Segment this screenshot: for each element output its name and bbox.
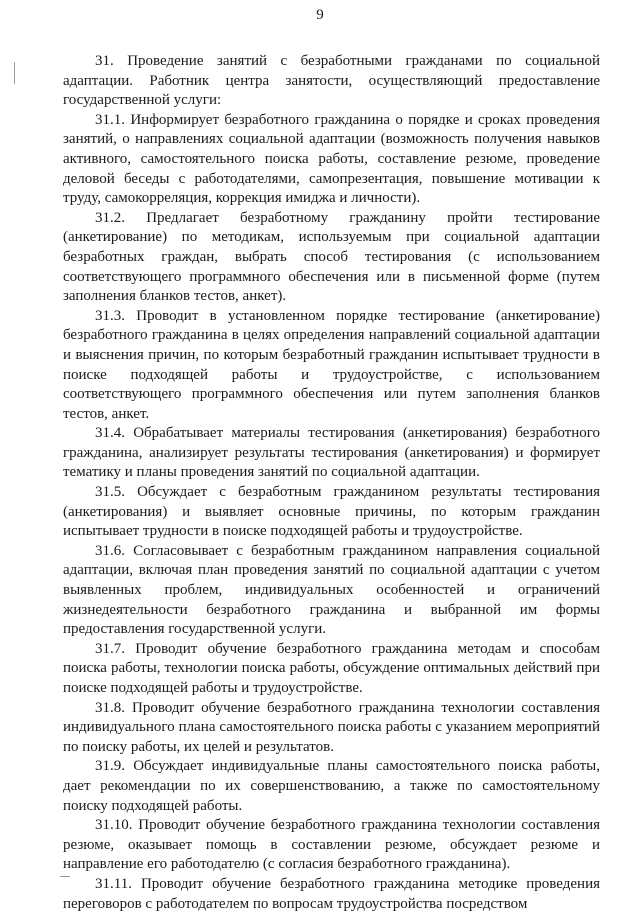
page-number: 9 [316, 7, 324, 23]
paragraph-31-2: 31.2. Предлагает безработному гражданину пройти тестирование (анкетирование) по методикам, используемым при социальной адаптации безработных граждан, выбрать способ тестирования (с использованием соответствующего программного обеспечения или в письменной форме (путем заполнения бланков тестов, анкет). [63, 209, 600, 305]
paragraph-31-6: 31.6. Согласовывает с безработным гражданином направления социальной адаптации, включая план проведения занятий по социальной адаптации с учетом выявленных проблем, индивидуальных особенностей и ограничений жизнедеятельности безработного гражданина и выбранной им формы предоставления государственной услуги. [63, 542, 600, 638]
paragraph-31-1: 31.1. Информирует безработного гражданина о порядке и сроках проведения занятий, о направлениях социальной адаптации (возможность получения навыков активного, самостоятельного поиска работы, составление резюме, проведение деловой беседы с работодателями, самопрезентация, повышение мотивации к труду, самокорреляция, коррекция имиджа и личности). [63, 111, 600, 207]
paragraph-31-3: 31.3. Проводит в установленном порядке тестирование (анкетирование) безработного гражданина в целях определения направлений социальной адаптации и выяснения причин, по которым безработный гражданин испытывает трудности в поиске подходящей работы и трудоустройстве, с использованием соответствующего программного обеспечения или путем заполнения бланков тестов, анкет. [63, 307, 600, 422]
paragraph-31-9: 31.9. Обсуждает индивидуальные планы самостоятельного поиска работы, дает рекомендации по их совершенствованию, а также по самостоятельному поиску подходящей работы. [63, 758, 600, 814]
scan-edge-mark-top [14, 62, 15, 84]
paragraph-31-8: 31.8. Проводит обучение безработного гражданина технологии составления индивидуального плана самостоятельного поиска работы с указанием мероприятий по поиску работы, их целей и результатов. [63, 699, 600, 755]
scan-edge-mark-bottom [60, 876, 70, 877]
paragraph-31-10: 31.10. Проводит обучение безработного гражданина технологии составления резюме, оказывает помощь в составлении резюме, обсуждает резюме и направление его работодателю (с согласия безработного гражданина). [63, 817, 600, 873]
document-body [63, 52, 600, 914]
paragraph-31-7: 31.7. Проводит обучение безработного гражданина методам и способам поиска работы, технологии поиска работы, обсуждение оптимальных действий при поиске подходящей работы и трудоустройстве. [63, 640, 600, 696]
paragraph-31-4: 31.4. Обрабатывает материалы тестирования (анкетирования) безработного гражданина, анализирует результаты тестирования (анкетирования) и формирует тематику и планы проведения занятий по социальной адаптации. [63, 425, 600, 481]
paragraph-31-11: 31.11. Проводит обучение безработного гражданина методике проведения переговоров с работодателем по вопросам трудоустройства посредством [63, 875, 600, 912]
paragraph-31: 31. Проведение занятий с безработными гражданами по социальной адаптации. Работник центра занятости, осуществляющий предоставление государственной услуги: [63, 53, 600, 109]
paragraph-31-5: 31.5. Обсуждает с безработным гражданином результаты тестирования (анкетирования) и выявляет основные причины, по которым гражданин испытывает трудности в поиске подходящей работы и трудоустройстве. [63, 484, 600, 540]
